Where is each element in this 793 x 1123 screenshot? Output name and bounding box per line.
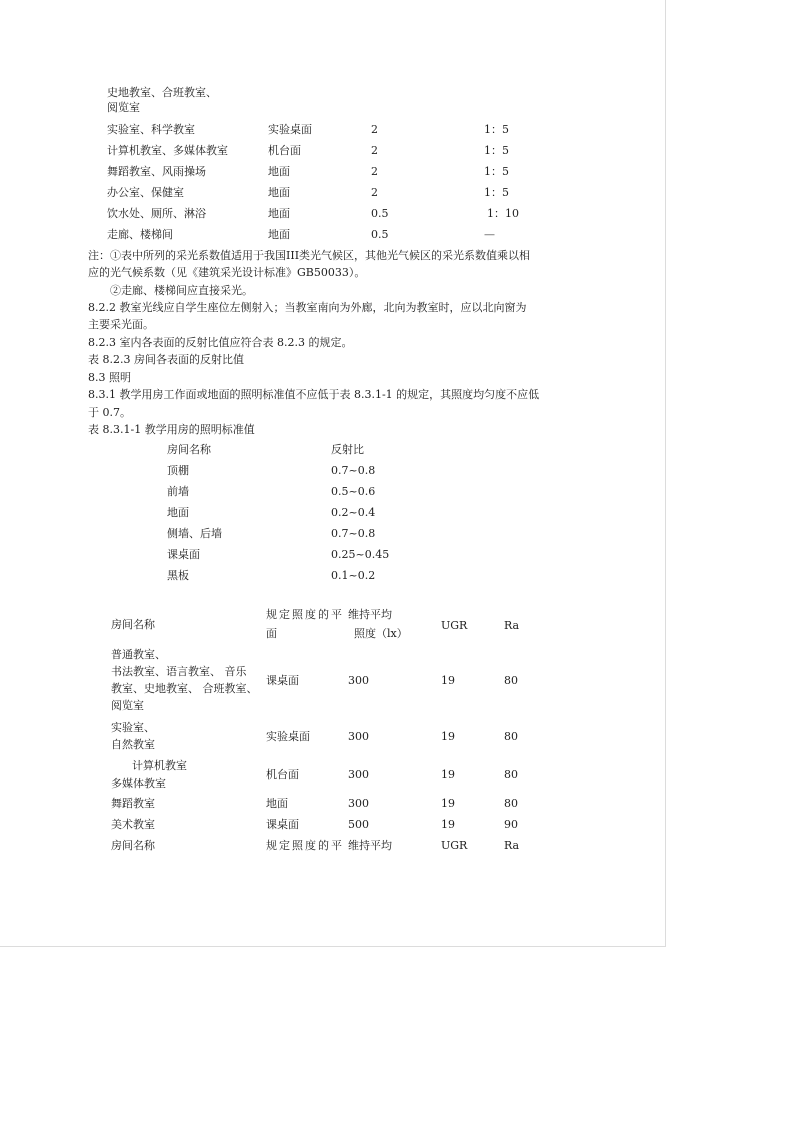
table-cell-reflectance: 0.7~0.8 (331, 464, 376, 477)
table-cell-room: 史地教室、合班教室、 (107, 86, 217, 99)
table-cell-ratio: 1：5 (484, 144, 509, 157)
table-cell-illuminance: 300 (348, 674, 369, 687)
table-cell-ugr: 19 (441, 674, 455, 687)
table-cell-surface-name: 前墙 (167, 485, 189, 498)
table-cell-coefficient: 2 (371, 165, 378, 178)
clause-8-2-3: 8.2.3 室内各表面的反射比值应符合表 8.2.3 的规定。 (88, 336, 353, 349)
table-cell-ugr: 19 (441, 730, 455, 743)
table-cell-ugr: 19 (441, 818, 455, 831)
table-cell-room: 教室、史地教室、 合班教室、 (111, 682, 258, 695)
table-cell-room: 多媒体教室 (111, 777, 166, 790)
table-cell-room: 走廊、楼梯间 (107, 228, 173, 241)
table-header-ugr: UGR (441, 839, 468, 852)
table-cell-room: 办公室、保健室 (107, 186, 184, 199)
table-cell-room: 舞蹈教室 (111, 797, 155, 810)
table-cell-surface: 地面 (268, 165, 290, 178)
table-cell-illuminance: 300 (348, 730, 369, 743)
table-cell-room: 计算机教室 (132, 759, 187, 772)
table-cell-surface-name: 课桌面 (167, 548, 200, 561)
table-cell-ra: 80 (504, 797, 518, 810)
table-cell-plane: 机台面 (266, 768, 299, 781)
table-cell-plane: 课桌面 (266, 818, 299, 831)
table-header-ugr: UGR (441, 619, 468, 632)
table-cell-ra: 90 (504, 818, 518, 831)
clause-8-2-2: 8.2.2 教室光线应自学生座位左侧射入；当教室南向为外廊，北向为教室时，应以北向窗为 (88, 301, 527, 314)
table-cell-room: 阅览室 (111, 699, 144, 712)
table-cell-illuminance: 300 (348, 768, 369, 781)
table-cell-ra: 80 (504, 768, 518, 781)
table-8-3-1-1-title: 表 8.3.1-1 教学用房的照明标准值 (88, 423, 255, 436)
clause-8-3-1: 8.3.1 教学用房工作面或地面的照明标准值不应低于表 8.3.1-1 的规定，其照度均匀度不应低 (88, 388, 540, 401)
table-header-ra: Ra (504, 839, 520, 852)
table-cell-plane: 实验桌面 (266, 730, 310, 743)
table-header-illuminance-unit: 照度（lx） (354, 627, 408, 640)
table-cell-room: 舞蹈教室、风雨操场 (107, 165, 206, 178)
table-cell-surface: 机台面 (268, 144, 301, 157)
table-header-reflectance: 反射比 (331, 443, 364, 456)
table-cell-plane: 课桌面 (266, 674, 299, 687)
note-1: 注：①表中所列的采光系数值适用于我国III类光气候区，其他光气候区的采光系数值乘以相 (88, 249, 531, 262)
table-cell-ratio: 1：5 (484, 165, 509, 178)
table-cell-ra: 80 (504, 730, 518, 743)
table-cell-ratio: 1：5 (484, 123, 509, 136)
table-cell-coefficient: 2 (371, 123, 378, 136)
table-cell-surface-name: 顶棚 (167, 464, 189, 477)
table-cell-surface-name: 地面 (167, 506, 189, 519)
table-cell-ratio: — (484, 228, 495, 241)
table-cell-room: 书法教室、语言教室、 音乐 (111, 665, 247, 678)
table-header-room: 房间名称 (167, 443, 211, 456)
table-cell-reflectance: 0.25~0.45 (331, 548, 390, 561)
table-cell-room: 自然教室 (111, 738, 155, 751)
table-cell-illuminance: 300 (348, 797, 369, 810)
note-2: ②走廊、楼梯间应直接采光。 (110, 284, 253, 297)
table-header-illuminance: 维持平均 (348, 839, 392, 852)
table-cell-reflectance: 0.5~0.6 (331, 485, 376, 498)
table-cell-room: 普通教室、 (111, 648, 166, 661)
table-cell-reflectance: 0.7~0.8 (331, 527, 376, 540)
table-cell-surface: 实验桌面 (268, 123, 312, 136)
table-cell-surface: 地面 (268, 207, 290, 220)
table-cell-surface-name: 黑板 (167, 569, 189, 582)
table-cell-ugr: 19 (441, 768, 455, 781)
table-header-plane: 规定照度的平 (266, 839, 344, 852)
table-cell-room: 美术教室 (111, 818, 155, 831)
clause-8-2-2-continued: 主要采光面。 (88, 318, 154, 331)
table-8-2-3-title: 表 8.2.3 房间各表面的反射比值 (88, 353, 244, 366)
table-cell-ratio: 1：10 (487, 207, 519, 220)
table-cell-coefficient: 0.5 (371, 228, 389, 241)
section-8-3-heading: 8.3 照明 (88, 371, 131, 384)
table-header-illuminance: 维持平均 (348, 608, 392, 621)
table-cell-ugr: 19 (441, 797, 455, 810)
table-cell-illuminance: 500 (348, 818, 369, 831)
table-cell-reflectance: 0.2~0.4 (331, 506, 376, 519)
table-cell-room: 饮水处、厕所、淋浴 (107, 207, 206, 220)
table-cell-room: 实验室、 (111, 721, 155, 734)
table-cell-room: 计算机教室、多媒体教室 (107, 144, 228, 157)
table-header-room: 房间名称 (111, 839, 155, 852)
table-cell-surface: 地面 (268, 228, 290, 241)
table-cell-ra: 80 (504, 674, 518, 687)
table-cell-surface-name: 侧墙、后墙 (167, 527, 222, 540)
table-cell-coefficient: 2 (371, 186, 378, 199)
clause-8-3-1-continued: 于 0.7。 (88, 406, 131, 419)
table-header-plane-continued: 面 (266, 627, 277, 640)
table-header-plane: 规定照度的平 (266, 608, 344, 621)
table-cell-plane: 地面 (266, 797, 288, 810)
table-cell-room: 实验室、科学教室 (107, 123, 195, 136)
note-1-continued: 应的光气候系数（见《建筑采光设计标准》GB50033）。 (88, 266, 366, 279)
table-cell-room: 阅览室 (107, 101, 140, 114)
table-header-ra: Ra (504, 619, 520, 632)
table-cell-ratio: 1：5 (484, 186, 509, 199)
table-cell-surface: 地面 (268, 186, 290, 199)
table-cell-coefficient: 0.5 (371, 207, 389, 220)
table-cell-reflectance: 0.1~0.2 (331, 569, 376, 582)
table-cell-coefficient: 2 (371, 144, 378, 157)
table-header-room: 房间名称 (111, 618, 155, 631)
